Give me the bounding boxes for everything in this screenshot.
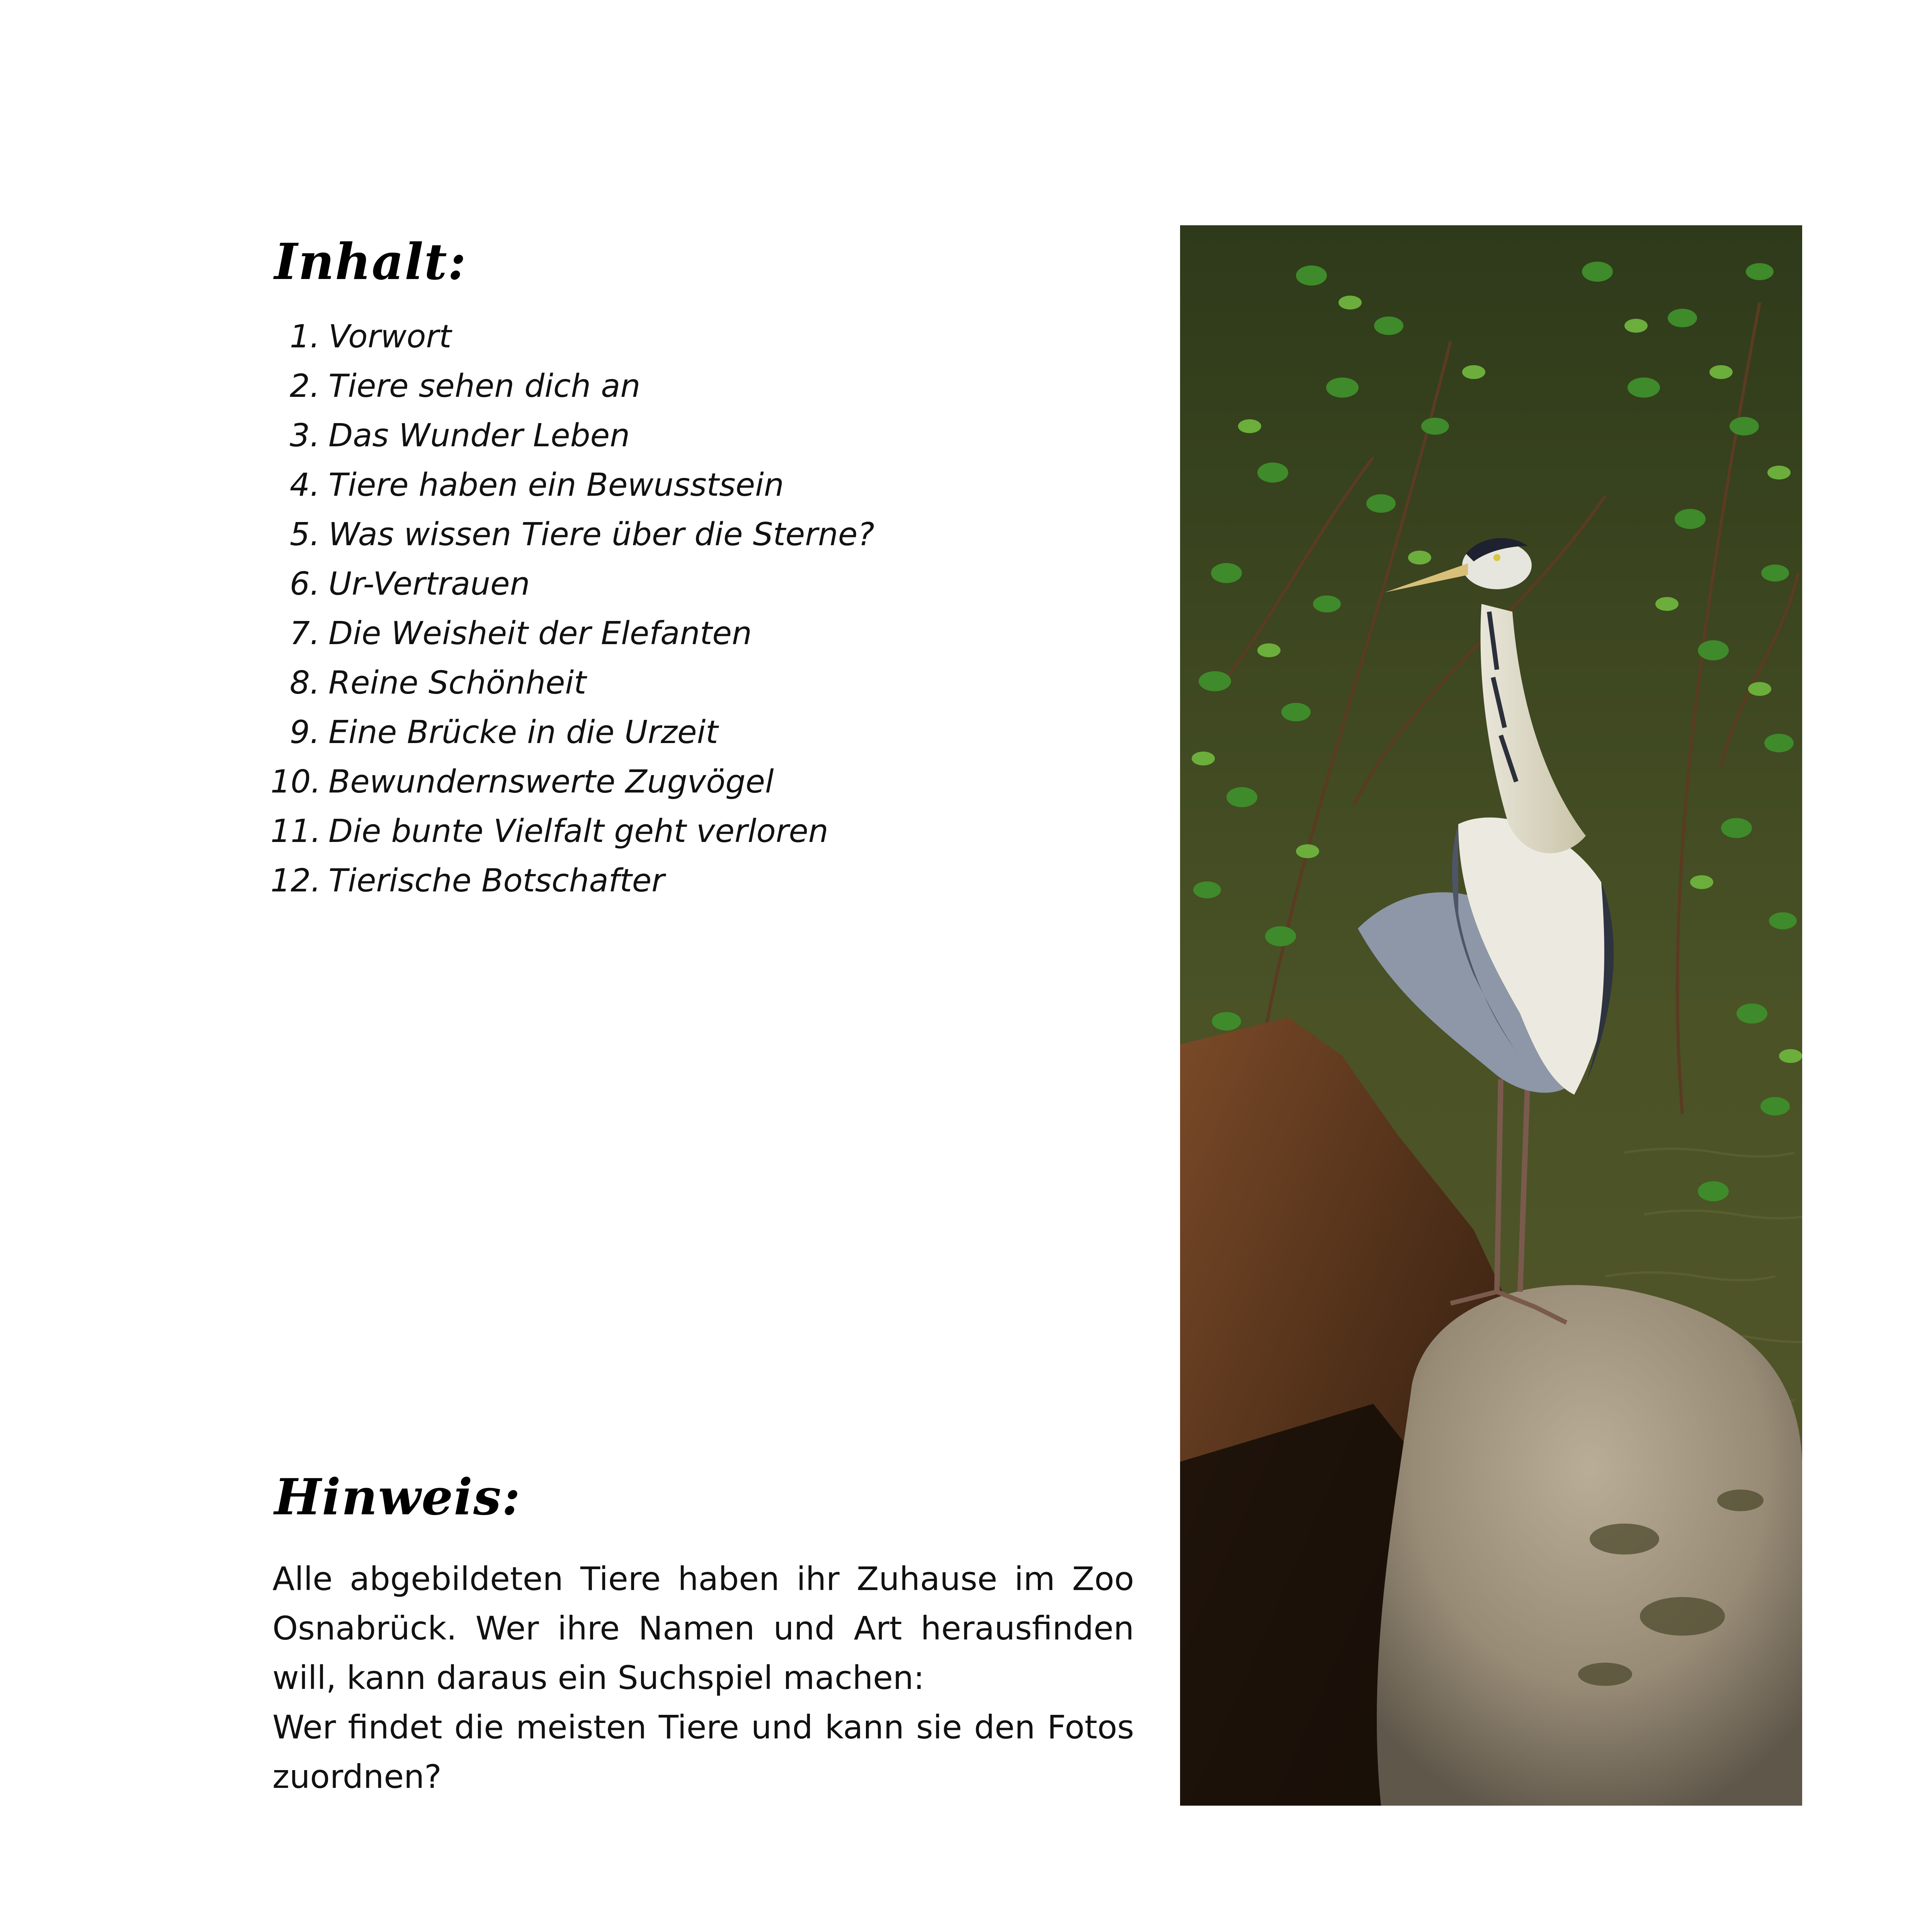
toc-item-number: 11. [270, 813, 321, 850]
note-text [272, 1554, 1134, 1801]
rock [1377, 1285, 1802, 1806]
toc-item-label: Die bunte Vielfalt geht verloren [328, 813, 828, 850]
toc-item [270, 708, 889, 757]
toc-item [270, 312, 889, 362]
toc-item [270, 560, 889, 609]
table-of-contents [270, 312, 889, 906]
toc-item-number: 9. [289, 714, 320, 751]
toc-item-label: Vorwort [328, 318, 452, 355]
note-paragraph: Wer findet die meisten Tiere und kann sie den Fotos zuordnen? [272, 1708, 1134, 1796]
toc-item-number: 4. [289, 467, 320, 503]
toc-item-number: 8. [289, 665, 320, 701]
toc-item [270, 757, 889, 807]
toc-item-label: Die Weisheit der Elefanten [328, 615, 752, 652]
toc-item [270, 510, 889, 560]
toc-item-label: Eine Brücke in die Urzeit [328, 714, 718, 751]
toc-item-label: Tierische Botschafter [328, 862, 665, 899]
toc-item [270, 362, 889, 411]
toc-item-label: Ur-Vertrauen [328, 566, 530, 602]
toc-item [270, 856, 889, 906]
toc-item-number: 6. [289, 566, 320, 602]
toc-item-label: Bewundernswerte Zugvögel [328, 764, 774, 800]
toc-item-number: 2. [289, 368, 320, 405]
toc-heading: Inhalt: [274, 233, 467, 291]
heron-photo [1180, 225, 1802, 1806]
toc-item-number: 1. [289, 318, 320, 355]
toc-item-number: 5. [289, 516, 320, 553]
note-paragraph: Alle abgebildeten Tiere haben ihr Zuhause im Zoo Osnabrück. Wer ihre Namen und Art herausfinden will, kann daraus ein Suchspiel machen: [272, 1560, 1134, 1697]
toc-item-number: 3. [289, 417, 320, 454]
heron-photo-illustration [1180, 225, 1802, 1806]
toc-item-label: Das Wunder Leben [328, 417, 630, 454]
toc-item-number: 12. [270, 862, 321, 899]
toc-item-number: 10. [270, 764, 321, 800]
toc-item [270, 411, 889, 461]
toc-item [270, 807, 889, 856]
toc-item-label: Tiere sehen dich an [328, 368, 641, 405]
toc-item [270, 658, 889, 708]
note-heading: Hinweis: [274, 1468, 521, 1526]
toc-item [270, 609, 889, 658]
toc-item-label: Reine Schönheit [328, 665, 587, 701]
toc-item [270, 461, 889, 510]
toc-item-number: 7. [289, 615, 320, 652]
toc-item-label: Was wissen Tiere über die Sterne? [328, 516, 874, 553]
toc-item-label: Tiere haben ein Bewusstsein [328, 467, 784, 503]
